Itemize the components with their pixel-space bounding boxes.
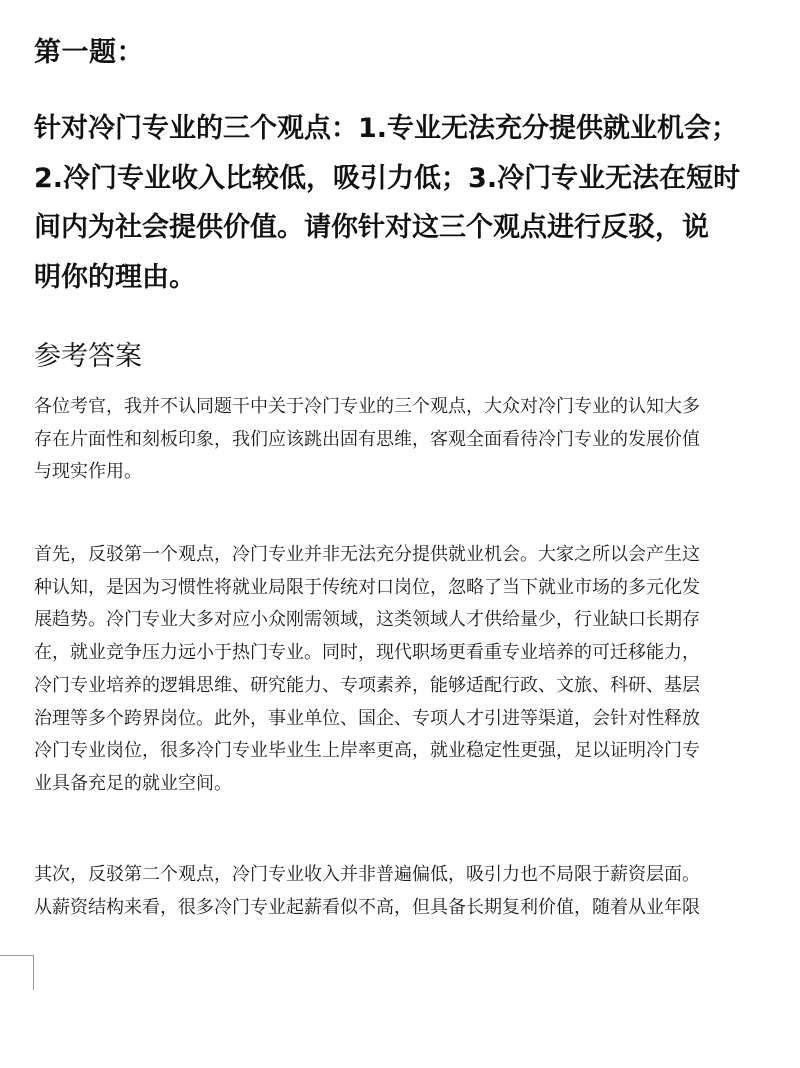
paragraph-line: 业具备充足的就业空间。 bbox=[34, 772, 232, 794]
question-line: 间内为社会提供价值。请你针对这三个观点进行反驳，说 bbox=[34, 212, 709, 243]
paragraph-line: 首先，反驳第一个观点，冷门专业并非无法充分提供就业机会。大家之所以会产生这 bbox=[34, 544, 700, 565]
paragraph-line: 展趋势。冷门专业大多对应小众刚需领域，这类领域人才供给量少，行业缺口长期存 bbox=[34, 609, 700, 631]
answer-paragraph-intro bbox=[34, 391, 800, 489]
question-line: 2.冷门专业收入比较低，吸引力低；3.冷门专业无法在短时 bbox=[34, 162, 741, 194]
question-line: 明你的理由。 bbox=[34, 261, 196, 293]
paragraph-line: 各位考官，我并不认同题干中关于冷门专业的三个观点，大众对冷门专业的认知大多 bbox=[34, 396, 700, 417]
paragraph-line: 从薪资结构来看，很多冷门专业起薪看似不高，但具备长期复利价值，随着从业年限 bbox=[34, 896, 700, 918]
paragraph-line: 治理等多个跨界岗位。此外，事业单位、国企、专项人才引进等渠道，会针对性释放 bbox=[34, 707, 700, 729]
paragraph-line: 其次，反驳第二个观点，冷门专业收入并非普遍偏低，吸引力也不局限于薪资层面。 bbox=[34, 864, 700, 885]
question-label: 第一题： bbox=[34, 37, 144, 68]
paragraph-line: 冷门专业岗位，很多冷门专业毕业生上岸率更高，就业稳定性更强，足以证明冷门专 bbox=[34, 740, 700, 762]
paragraph-line: 种认知，是因为习惯性将就业局限于传统对口岗位，忽略了当下就业市场的多元化发 bbox=[34, 576, 700, 598]
paragraph-line: 冷门专业培养的逻辑思维、研究能力、专项素养，能够适配行政、文旅、科研、基层 bbox=[34, 674, 700, 696]
question-text bbox=[34, 104, 800, 302]
paragraph-line: 与现实作用。 bbox=[34, 461, 142, 483]
paragraph-line: 存在片面性和刻板印象，我们应该跳出固有思维，客观全面看待冷门专业的发展价值 bbox=[34, 428, 700, 450]
question-line: 针对冷门专业的三个观点：1.专业无法充分提供就业机会； bbox=[34, 113, 739, 144]
answer-paragraph-first-point bbox=[34, 539, 800, 801]
reference-answer-heading: 参考答案 bbox=[34, 341, 142, 372]
page-corner-mark bbox=[0, 955, 34, 990]
paragraph-line: 在，就业竞争压力远小于热门专业。同时，现代职场更看重专业培养的可迁移能力， bbox=[34, 642, 700, 664]
answer-paragraph-second-point bbox=[34, 859, 800, 924]
